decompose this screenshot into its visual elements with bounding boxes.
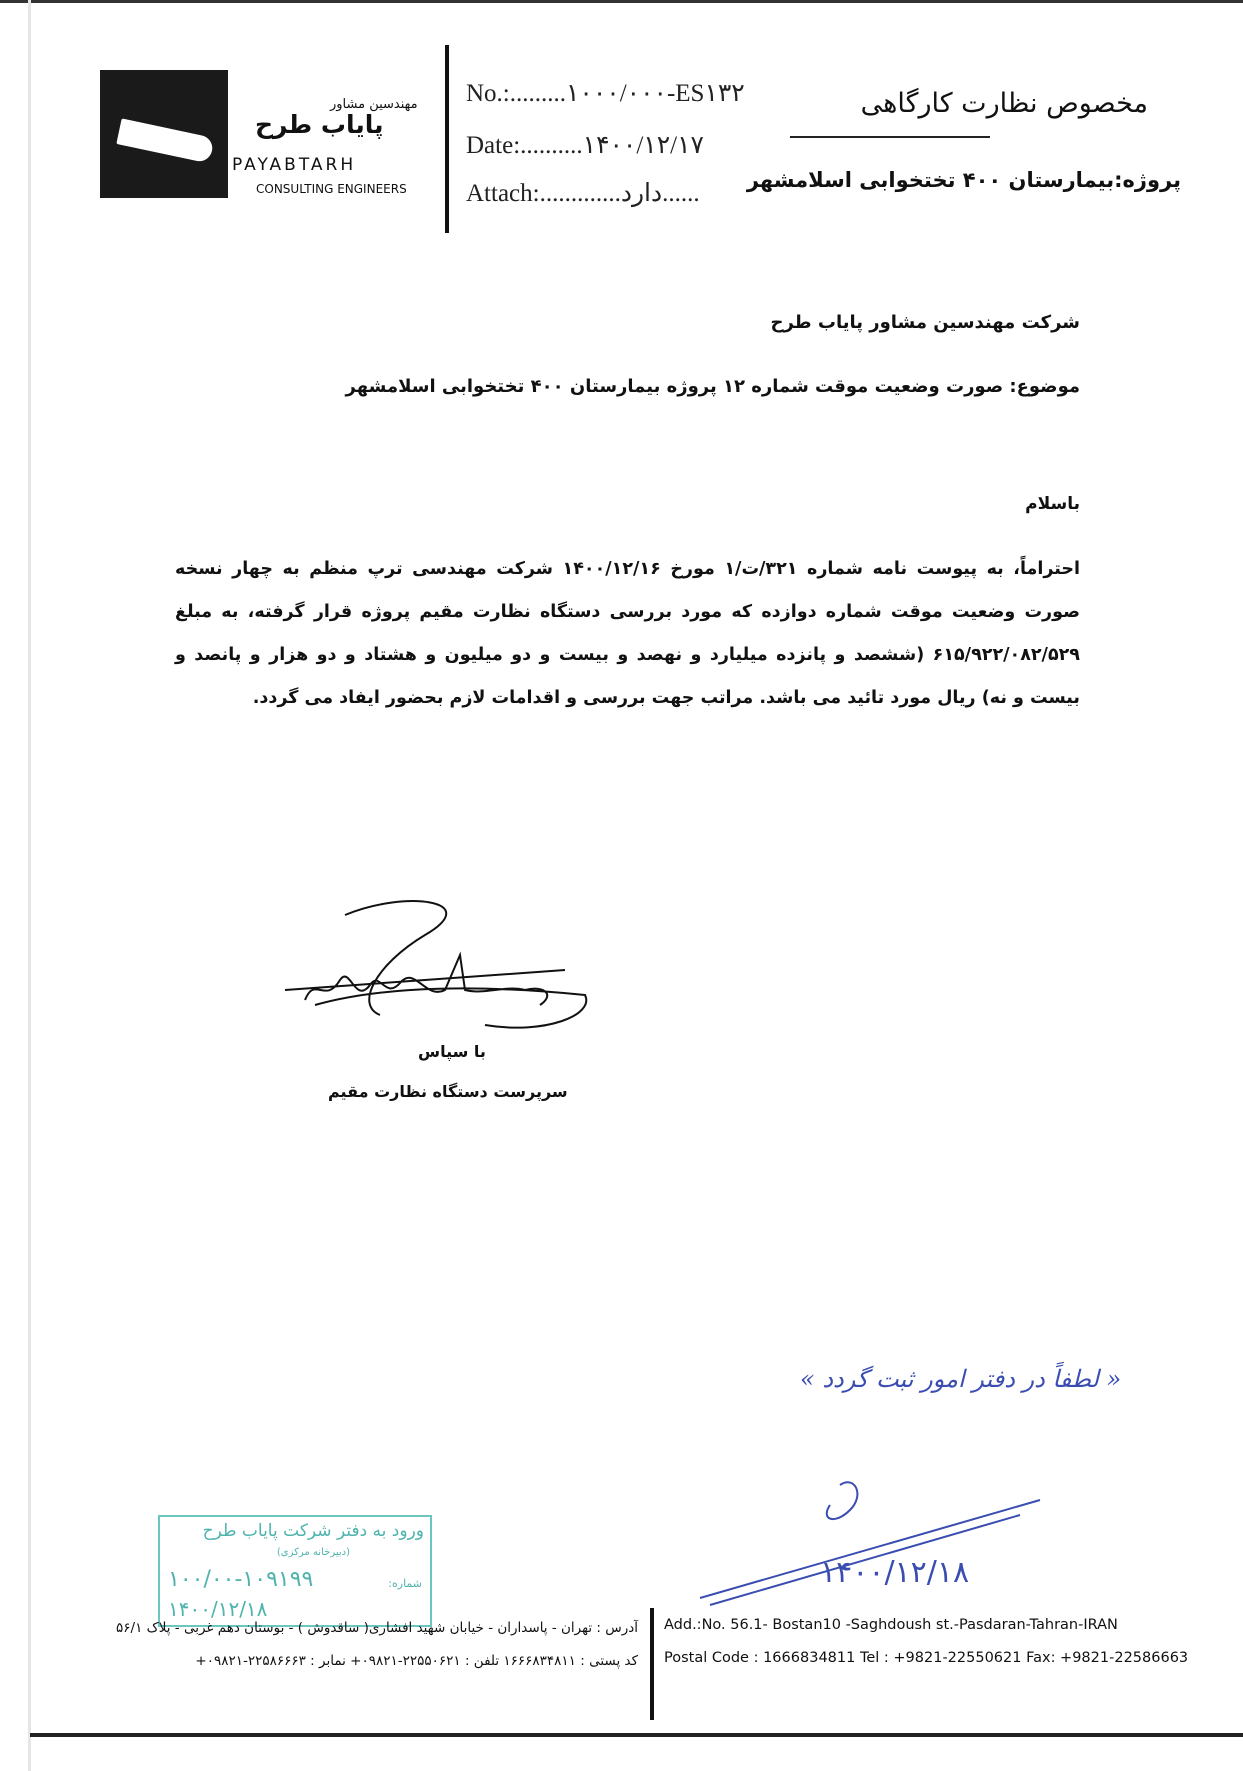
stamp-subtitle: (دبیرخانه مرکزی) xyxy=(276,1547,350,1558)
logo-en-name: PAYABTARH xyxy=(232,155,357,175)
logo-fa-subtitle: مهندسین مشاور xyxy=(330,97,418,112)
logo-fa-name: پایاب طرح xyxy=(255,110,384,139)
body-paragraph: احتراماً، به پیوست نامه شماره ۳۲۱/ت/۱ مورخ ۱۴۰۰/۱۲/۱۶ شرکت مهندسی ترپ منظم به چهار نسخه صورت وضعیت موقت شماره دوازده که مورد بررسی دستگاه نظارت مقیم پروژه قرار گرفته، به مبلغ ۶۱۵/۹۲۲/۰۸۲/۵۲۹ (ششصد و پانزده میلیارد و نهصد و بیست و دو میلیون و هشتاد و دو هزار و پانصد و بیست و نه) ریال مورد تائید می باشد. مراتب جهت بررسی و اقدامات لازم بحضور ایفاد می گردد. xyxy=(175,559,1080,708)
header-project: پروژه:بیمارستان ۴۰۰ تختخوابی اسلامشهر xyxy=(746,168,1181,192)
handwritten-note: « لطفاً در دفتر امور ثبت گردد » xyxy=(800,1365,1122,1393)
header-title: مخصوص نظارت کارگاهی xyxy=(860,88,1148,119)
logo-en-subtitle: CONSULTING ENGINEERS xyxy=(256,182,407,196)
footer-address-en: Add.:No. 56.1- Bostan10 -Saghdoush st.-Pasdaran-Tahran-IRAN xyxy=(664,1617,1118,1633)
header-divider xyxy=(445,45,449,233)
footer-divider xyxy=(650,1608,654,1720)
scan-edge-bottom xyxy=(30,1733,1243,1737)
scan-edge-top xyxy=(0,0,1243,3)
reference-attach: Attach:.............دارد...... xyxy=(466,180,700,207)
stamp-number-label: شماره: xyxy=(388,1577,422,1590)
footer-contact-en: Postal Code : 1666834811 Tel : +9821-22550621 Fax: +9821-22586663 xyxy=(664,1650,1189,1666)
footer-contact-fa: کد پستی : ۱۶۶۶۸۳۴۸۱۱ تلفن : ۲۲۵۵۰۶۲۱-۰۹۸۲۱+ نمابر : ۲۲۵۸۶۶۶۳-۰۹۸۲۱+ xyxy=(195,1653,638,1669)
stamp-date: ۱۴۰۰/۱۲/۱۸ xyxy=(168,1597,268,1621)
signature xyxy=(285,895,595,1045)
stamp-number: ۱۰۰/۰۰-۱۰۹۱۹۹ xyxy=(168,1567,314,1592)
footer-address-fa: آدرس : تهران - پاسداران - خیابان شهید افشاری( ساقدوش ) - بوستان دهم غربی - پلاک ۵۶/۱ xyxy=(116,1620,638,1636)
greeting: باسلام xyxy=(1025,494,1080,514)
closing: با سپاس xyxy=(418,1042,486,1061)
reference-date: Date:..........۱۴۰۰/۱۲/۱۷ xyxy=(466,132,704,159)
reference-number: No.:.........۱۰۰۰/۰۰۰-ES۱۳۲ xyxy=(466,80,745,107)
header-title-underline xyxy=(790,136,990,138)
addressee: شرکت مهندسین مشاور پایاب طرح xyxy=(770,312,1080,333)
receipt-stamp xyxy=(158,1515,432,1627)
signer-title: سرپرست دستگاه نظارت مقیم xyxy=(328,1082,568,1101)
subject: موضوع: صورت وضعیت موقت شماره ۱۲ پروژه بیمارستان ۴۰۰ تختخوابی اسلامشهر xyxy=(345,376,1080,397)
scan-edge-left xyxy=(28,0,31,1771)
handwritten-date: ۱۴۰۰/۱۲/۱۸ xyxy=(820,1555,970,1590)
stamp-title: ورود به دفتر شرکت پایاب طرح xyxy=(202,1521,424,1541)
